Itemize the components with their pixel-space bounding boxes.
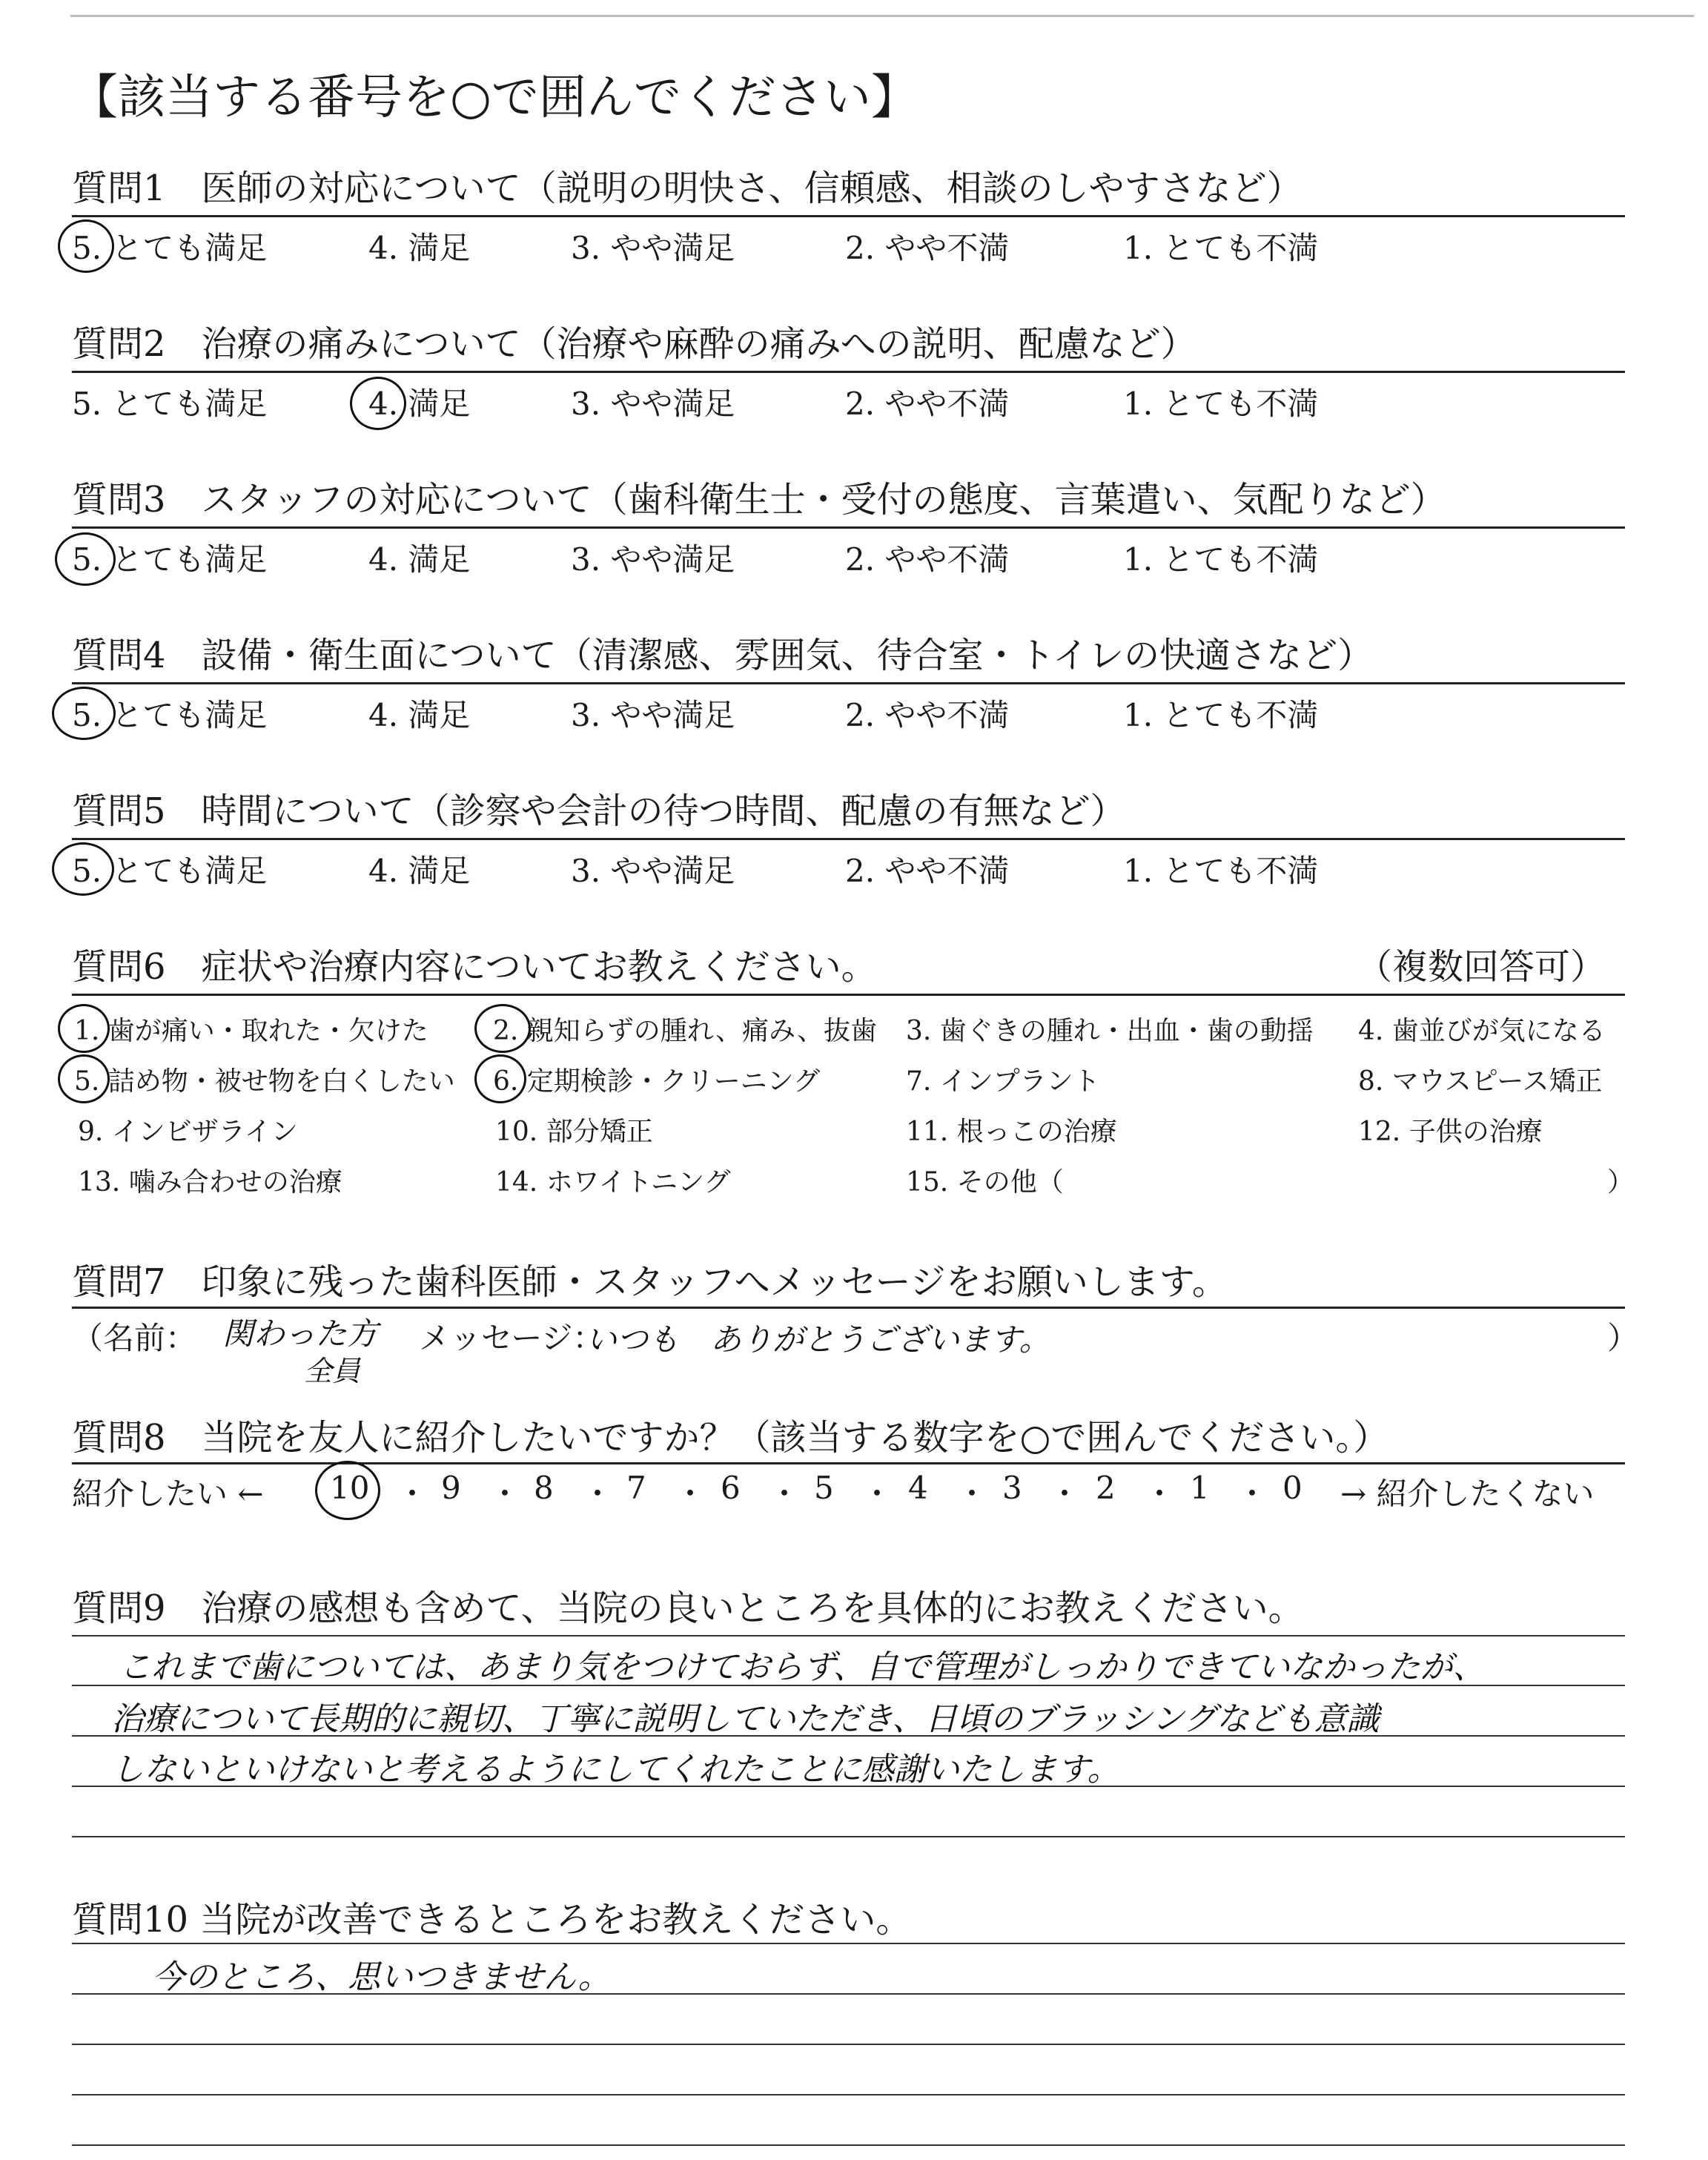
q3-selected-circle [55, 532, 116, 586]
q6-item-11[interactable]: 11. 根っこの治療 [906, 1117, 1117, 1147]
q5-option-5[interactable]: 5. とても満足 [72, 853, 268, 889]
q1-option-2[interactable]: 2. やや不満 [845, 230, 1010, 266]
q8-selected-circle [315, 1461, 380, 1520]
q8-scale-5[interactable]: 5 [814, 1470, 834, 1506]
q8-dot: ・ [675, 1476, 706, 1512]
q6-item-3[interactable]: 3. 歯ぐきの腫れ・出血・歯の動揺 [906, 1016, 1314, 1046]
q2-option-4[interactable]: 4. 満足 [368, 386, 471, 422]
q6-item-1[interactable]: 1. 歯が痛い・取れた・欠けた [74, 1016, 428, 1046]
q8-scale-2[interactable]: 2 [1096, 1470, 1116, 1506]
q1-rule [72, 215, 1625, 217]
q1-title: 質問1 医師の対応について（説明の明快さ、信頼感、相談のしやすさなど） [72, 168, 1302, 209]
q8-dot: ・ [1237, 1476, 1268, 1512]
q4-option-1[interactable]: 1. とても不満 [1123, 697, 1319, 733]
q1-option-1[interactable]: 1. とても不満 [1123, 230, 1319, 266]
q8-scale-0[interactable]: 0 [1282, 1470, 1302, 1506]
top-border [70, 15, 1694, 17]
q6-item-4[interactable]: 4. 歯並びが気になる [1358, 1016, 1606, 1046]
q4-rule [72, 682, 1625, 684]
q6-item-5-circle [58, 1054, 110, 1103]
q7-message-value[interactable]: いつも ありがとうございます。 [586, 1321, 1050, 1358]
q2-option-1[interactable]: 1. とても不満 [1123, 386, 1319, 422]
q2-rule [72, 371, 1625, 373]
q6-rule [72, 994, 1625, 996]
q6-other-close: ） [1607, 1167, 1635, 1198]
q6-item-6[interactable]: 6. 定期検診・クリーニング [493, 1066, 821, 1097]
q4-option-5[interactable]: 5. とても満足 [72, 697, 268, 733]
q3-option-4[interactable]: 4. 満足 [368, 541, 471, 578]
q10-line-4 [72, 2094, 1625, 2095]
q6-item-12[interactable]: 12. 子供の治療 [1358, 1117, 1543, 1147]
q8-dot: ・ [1144, 1476, 1176, 1512]
q8-left-label: 紹介したい ← [72, 1476, 264, 1512]
q7-rule [72, 1307, 1625, 1309]
q6-item-8[interactable]: 8. マウスピース矯正 [1358, 1066, 1603, 1097]
q4-title: 質問4 設備・衛生面について（清潔感、雰囲気、待合室・トイレの快適さなど） [72, 635, 1374, 676]
q6-item-6-circle [474, 1054, 526, 1103]
q6-item-15[interactable]: 15. その他（ [906, 1167, 1064, 1198]
q8-scale-9[interactable]: 9 [441, 1470, 461, 1506]
q3-title: 質問3 スタッフの対応について（歯科衛生士・受付の態度、言葉遣い、気配りなど） [72, 479, 1446, 521]
q8-scale-3[interactable]: 3 [1002, 1470, 1022, 1506]
q5-title: 質問5 時間について（診察や会計の待つ時間、配慮の有無など） [72, 790, 1126, 832]
q7-message-label: メッセージ： [419, 1320, 604, 1356]
q8-dot: ・ [397, 1476, 428, 1512]
q10-answer[interactable]: 今のところ、思いつきません。 [152, 1958, 611, 1996]
q8-rule [72, 1462, 1625, 1464]
q3-option-3[interactable]: 3. やや満足 [571, 541, 735, 578]
q2-selected-circle [350, 377, 406, 430]
q8-dot: ・ [769, 1476, 801, 1512]
q8-dot: ・ [582, 1476, 614, 1512]
q6-item-2[interactable]: 2. 親知らずの腫れ、痛み、抜歯 [493, 1016, 878, 1046]
q6-item-2-circle [474, 1004, 531, 1053]
q1-selected-circle [58, 219, 114, 273]
q8-dot: ・ [861, 1476, 893, 1512]
q8-scale-10[interactable]: 10 [330, 1470, 370, 1506]
q7-name-value-2[interactable]: 全員 [304, 1355, 361, 1387]
q8-dot: ・ [489, 1476, 521, 1512]
q8-scale-1[interactable]: 1 [1190, 1470, 1210, 1506]
q6-item-7[interactable]: 7. インプラント [906, 1066, 1100, 1097]
q9-line-1 [72, 1635, 1625, 1636]
q2-title: 質問2 治療の痛みについて（治療や麻酔の痛みへの説明、配慮など） [72, 323, 1196, 365]
q6-item-5[interactable]: 5. 詰め物・被せ物を白くしたい [74, 1066, 455, 1097]
q2-option-5[interactable]: 5. とても満足 [72, 386, 268, 422]
page-title: 【該当する番号を○で囲んでください】 [70, 70, 918, 125]
q8-title: 質問8 当院を友人に紹介したいですか？（該当する数字を○で囲んでください。） [72, 1417, 1389, 1459]
q9-answer-line-3[interactable]: しないといけないと考えるようにしてくれたことに感謝いたします。 [111, 1751, 1120, 1789]
q3-rule [72, 526, 1625, 529]
q8-dot: ・ [956, 1476, 988, 1512]
q5-option-2[interactable]: 2. やや不満 [845, 853, 1010, 889]
q6-item-14[interactable]: 14. ホワイトニング [495, 1167, 731, 1198]
q10-line-3 [72, 2044, 1625, 2045]
q6-item-1-circle [58, 1004, 110, 1053]
q8-scale-7[interactable]: 7 [626, 1470, 646, 1506]
q7-name-value[interactable]: 関わった方 [222, 1315, 378, 1352]
q6-item-13[interactable]: 13. 噛み合わせの治療 [78, 1167, 342, 1198]
q4-option-2[interactable]: 2. やや不満 [845, 697, 1010, 733]
q3-option-5[interactable]: 5. とても満足 [72, 541, 268, 578]
q9-answer-line-1[interactable]: これまで歯については、あまり気をつけておらず、自で管理がしっかりできていなかったが、 [119, 1648, 1486, 1686]
q3-option-1[interactable]: 1. とても不満 [1123, 541, 1319, 578]
q9-line-5 [72, 1836, 1625, 1837]
q5-option-3[interactable]: 3. やや満足 [571, 853, 735, 889]
q4-option-4[interactable]: 4. 満足 [368, 697, 471, 733]
q6-title: 質問6 症状や治療内容についてお教えください。 [72, 946, 877, 988]
q9-answer-line-2[interactable]: 治療について長期的に親切、丁寧に説明していただき、日頃のブラッシングなども意識 [111, 1700, 1380, 1738]
q8-scale-4[interactable]: 4 [908, 1470, 928, 1506]
q7-close: ） [1607, 1320, 1639, 1356]
q5-rule [72, 838, 1625, 840]
q10-line-1 [72, 1943, 1625, 1944]
q3-option-2[interactable]: 2. やや不満 [845, 541, 1010, 578]
q1-option-4[interactable]: 4. 満足 [368, 230, 471, 266]
q2-option-2[interactable]: 2. やや不満 [845, 386, 1010, 422]
q6-item-9[interactable]: 9. インビザライン [78, 1117, 298, 1147]
q10-line-5 [72, 2144, 1625, 2146]
q1-option-3[interactable]: 3. やや満足 [571, 230, 735, 266]
q1-option-5[interactable]: 5. とても満足 [72, 230, 268, 266]
q8-scale-6[interactable]: 6 [721, 1470, 741, 1506]
q6-item-10[interactable]: 10. 部分矯正 [495, 1117, 653, 1147]
q7-title: 質問7 印象に残った歯科医師・スタッフへメッセージをお願いします。 [72, 1261, 1228, 1303]
q5-option-4[interactable]: 4. 満足 [368, 853, 471, 889]
q7-name-label: （名前： [72, 1320, 197, 1356]
q4-selected-circle [52, 687, 116, 740]
q8-right-label: → 紹介したくない [1340, 1476, 1595, 1512]
q5-selected-circle [52, 842, 114, 896]
q4-option-3[interactable]: 3. やや満足 [571, 697, 735, 733]
q5-option-1[interactable]: 1. とても不満 [1123, 853, 1319, 889]
q8-dot: ・ [1049, 1476, 1081, 1512]
q10-title: 質問10 当院が改善できるところをお教えください。 [72, 1899, 912, 1941]
q2-option-3[interactable]: 3. やや満足 [571, 386, 735, 422]
q9-title: 質問9 治療の感想も含めて、当院の良いところを具体的にお教えください。 [72, 1588, 1304, 1629]
q8-scale-8[interactable]: 8 [534, 1470, 554, 1506]
q6-note: （複数回答可） [1357, 946, 1606, 988]
